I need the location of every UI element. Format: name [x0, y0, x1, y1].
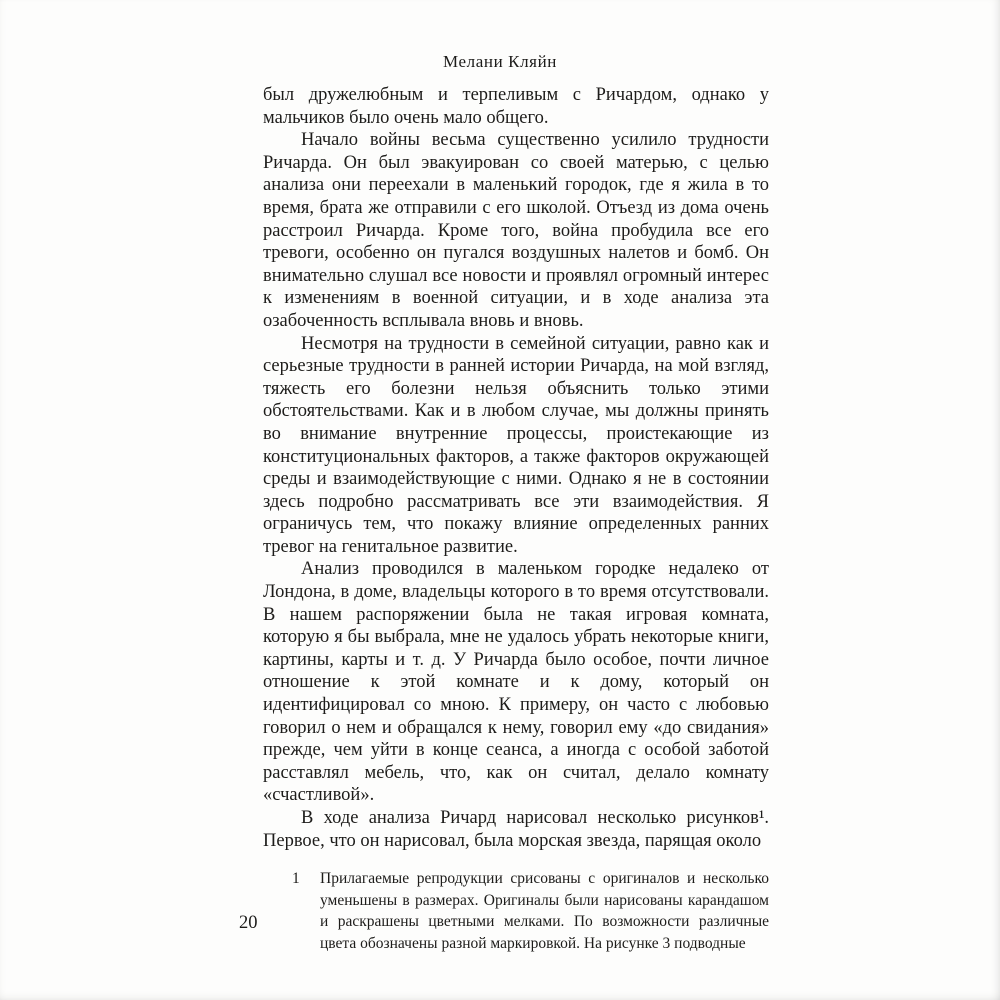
footnote-marker: 1	[292, 870, 300, 888]
paragraph: Анализ проводился в маленьком городке недалеко от Лондона, в доме, владельцы которого в то время отсутствовали. В нашем распоряжении была не такая игровая комната, которую я бы выбрала, мне не удалось убрать некоторые книги, картины, карты и т. д. У Ричарда было особое, почти личное отношение к этой комнате и к дому, который он идентифицировал со мною. К примеру, он часто с любовью говорил о нем и обращался к нему, говорил ему «до свидания» прежде, чем уйти в конце сеанса, а иногда с особой заботой расставлял мебель, что, как он считал, делало комнату «счастливой».	[263, 559, 769, 806]
footnote-text: Прилагаемые репродукции срисованы с оригиналов и несколько уменьшены в размерах. Оригиналы были нарисованы карандашом и раскрашены цветными мелками. По возможности различные цвета обозначены разной маркировкой. На рисунке 3 подводные	[320, 870, 769, 952]
paragraph: Начало войны весьма существенно усилило трудности Ричарда. Он был эвакуирован со своей матерью, с целью анализа они переехали в маленький городок, где я жила в то время, брата же отправили с его школой. Отъезд из дома очень расстроил Ричарда. Кроме того, война пробудила все его тревоги, особенно он пугался воздушных налетов и бомб. Он внимательно слушал все новости и проявлял огромный интерес к изменениям в военной ситуации, и в ходе анализа эта озабоченность всплывала вновь и вновь.	[263, 130, 769, 331]
paragraph: В ходе анализа Ричард нарисовал несколько рисунков¹. Первое, что он нарисовал, была морская звезда, парящая около	[263, 808, 769, 851]
body-text	[263, 84, 769, 852]
text-column	[263, 84, 769, 955]
paragraph-continuation: был дружелюбным и терпеливым с Ричардом, однако у мальчиков было очень мало общего.	[263, 85, 769, 128]
page-number: 20	[239, 913, 258, 933]
paragraph: Несмотря на трудности в семейной ситуации, равно как и серьезные трудности в ранней истории Ричарда, на мой взгляд, тяжесть его болезни нельзя объяснить только этими обстоятельствами. Как и в любом случае, мы должны принять во внимание внутренние процессы, проистекающие из конституциональных факторов, а также факторов окружающей среды и взаимодействующие с ними. Однако я не в состоянии здесь подробно рассматривать все эти взаимодействия. Я ограничусь тем, что покажу влияние определенных ранних тревог на генитальное развитие.	[263, 333, 769, 557]
footnote	[263, 868, 769, 954]
running-head: Мелани Кляйн	[443, 52, 557, 71]
